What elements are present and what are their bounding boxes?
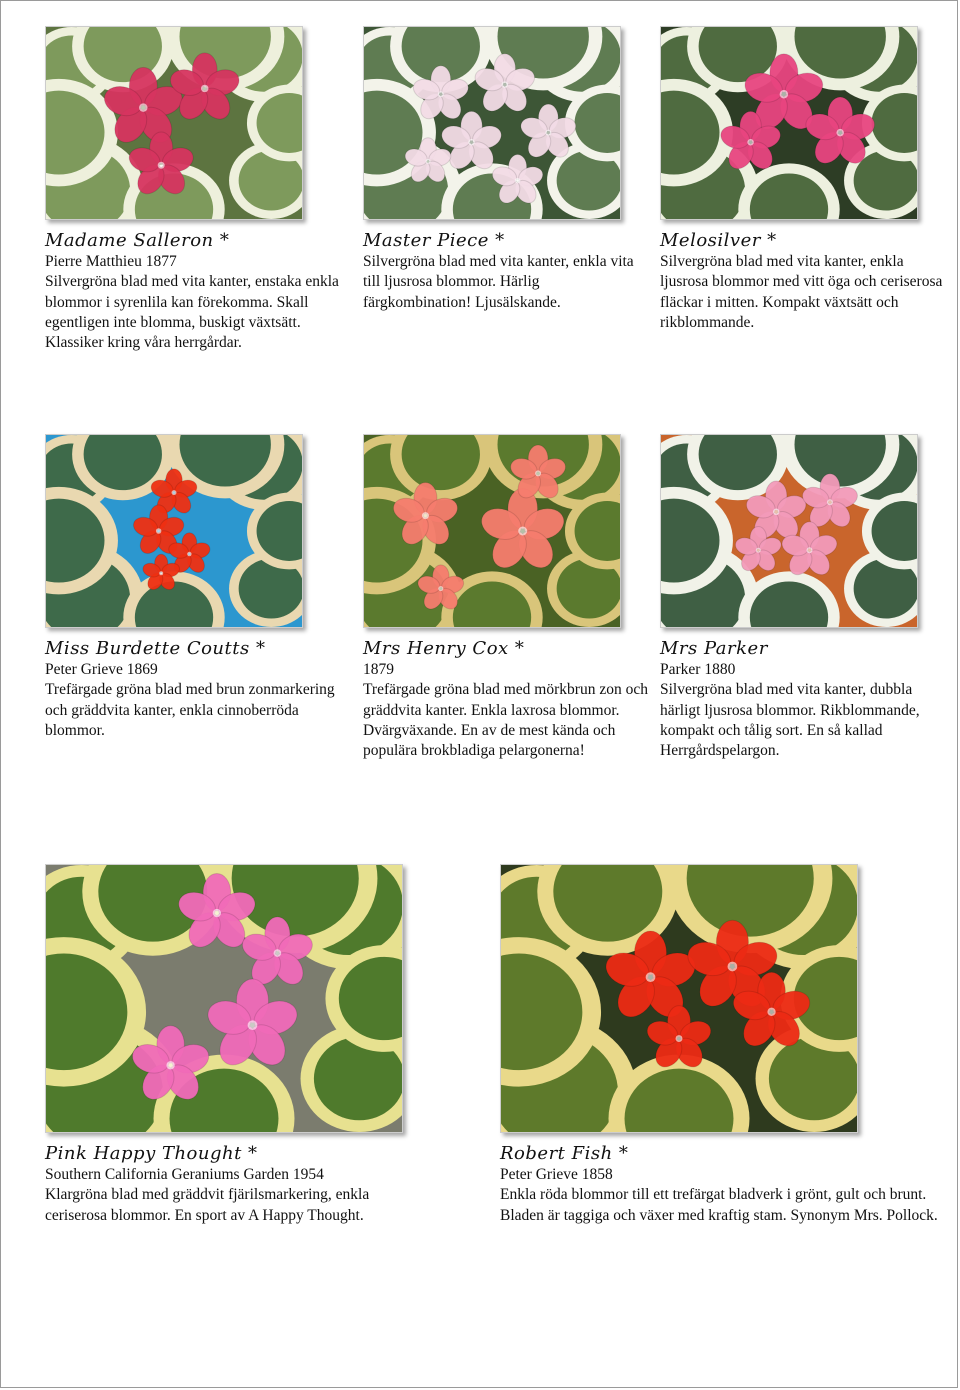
plant-illustration — [364, 435, 620, 627]
plant-photo — [500, 864, 858, 1133]
plant-description: Silvergröna blad med vita kanter, dubbla härligt ljusrosa blommor. Rikblommande, kompakt och tålig sort. En så kallad Herrgårdspelargon. — [660, 681, 920, 760]
plant-description: Enkla röda blommor till ett trefärgat bladverk i grönt, gult och brunt. Bladen är taggiga och växer med kraftig stam. Synonym Mrs. Pollock. — [500, 1186, 938, 1224]
plant-description: Silvergröna blad med vita kanter, enstaka enkla blommor i syrenlila kan förekomma. Skall egentligen inte blomma, buskigt växtsätt. Klassiker kring våra herrgårdar. — [45, 273, 339, 352]
plant-origin: 1879 — [363, 661, 394, 678]
plant-origin: Peter Grieve 1869 — [45, 661, 158, 678]
plant-name: Mrs Henry Cox * — [363, 638, 525, 659]
plant-name: Melosilver * — [660, 230, 777, 251]
plant-origin: Pierre Matthieu 1877 — [45, 253, 177, 270]
plant-description: Trefärgade gröna blad med brun zonmarkering och gräddvita kanter, enkla cinnoberröda blommor. — [45, 681, 335, 739]
plant-photo — [660, 26, 918, 220]
plant-illustration — [46, 865, 402, 1132]
plant-origin: Southern California Geraniums Garden 1954 — [45, 1166, 324, 1183]
plant-name: Master Piece * — [363, 230, 505, 251]
plant-name: Madame Salleron * — [45, 230, 230, 251]
plant-card — [45, 864, 435, 1226]
plant-photo — [363, 434, 621, 628]
plant-card — [45, 26, 345, 353]
plant-photo — [45, 26, 303, 220]
plant-card — [363, 26, 648, 313]
plant-photo — [363, 26, 621, 220]
plant-illustration — [501, 865, 857, 1132]
plant-illustration — [46, 435, 302, 627]
plant-description: Silvergröna blad med vita kanter, enkla vita till ljusrosa blommor. Härlig färgkombination! Ljusälskande. — [363, 253, 634, 311]
plant-name: Mrs Parker — [660, 638, 768, 659]
plant-origin: Peter Grieve 1858 — [500, 1166, 613, 1183]
plant-name: Miss Burdette Coutts * — [45, 638, 266, 659]
plant-illustration — [46, 27, 302, 219]
plant-origin: Parker 1880 — [660, 661, 736, 678]
plant-card — [45, 434, 345, 741]
plant-description: Trefärgade gröna blad med mörkbrun zon och gräddvita kanter. Enkla laxrosa blommor. Dvärgväxande. En av de mest kända och populära brokbladiga pelargonerna! — [363, 681, 648, 760]
plant-card — [500, 864, 945, 1226]
plant-illustration — [661, 27, 917, 219]
plant-photo — [45, 434, 303, 628]
plant-name: Pink Happy Thought * — [45, 1143, 258, 1164]
plant-illustration — [661, 435, 917, 627]
plant-name: Robert Fish * — [500, 1143, 629, 1164]
plant-card — [660, 26, 945, 333]
plant-photo — [45, 864, 403, 1133]
plant-photo — [660, 434, 918, 628]
plant-card — [660, 434, 945, 761]
plant-description: Klargröna blad med gräddvit fjärilsmarkering, enkla ceriserosa blommor. En sport av A Happy Thought. — [45, 1186, 370, 1224]
plant-description: Silvergröna blad med vita kanter, enkla ljusrosa blommor med vitt öga och ceriserosa fläckar i mitten. Kompakt växtsätt och rikblommande. — [660, 253, 943, 331]
plant-illustration — [364, 27, 620, 219]
plant-card — [363, 434, 648, 761]
